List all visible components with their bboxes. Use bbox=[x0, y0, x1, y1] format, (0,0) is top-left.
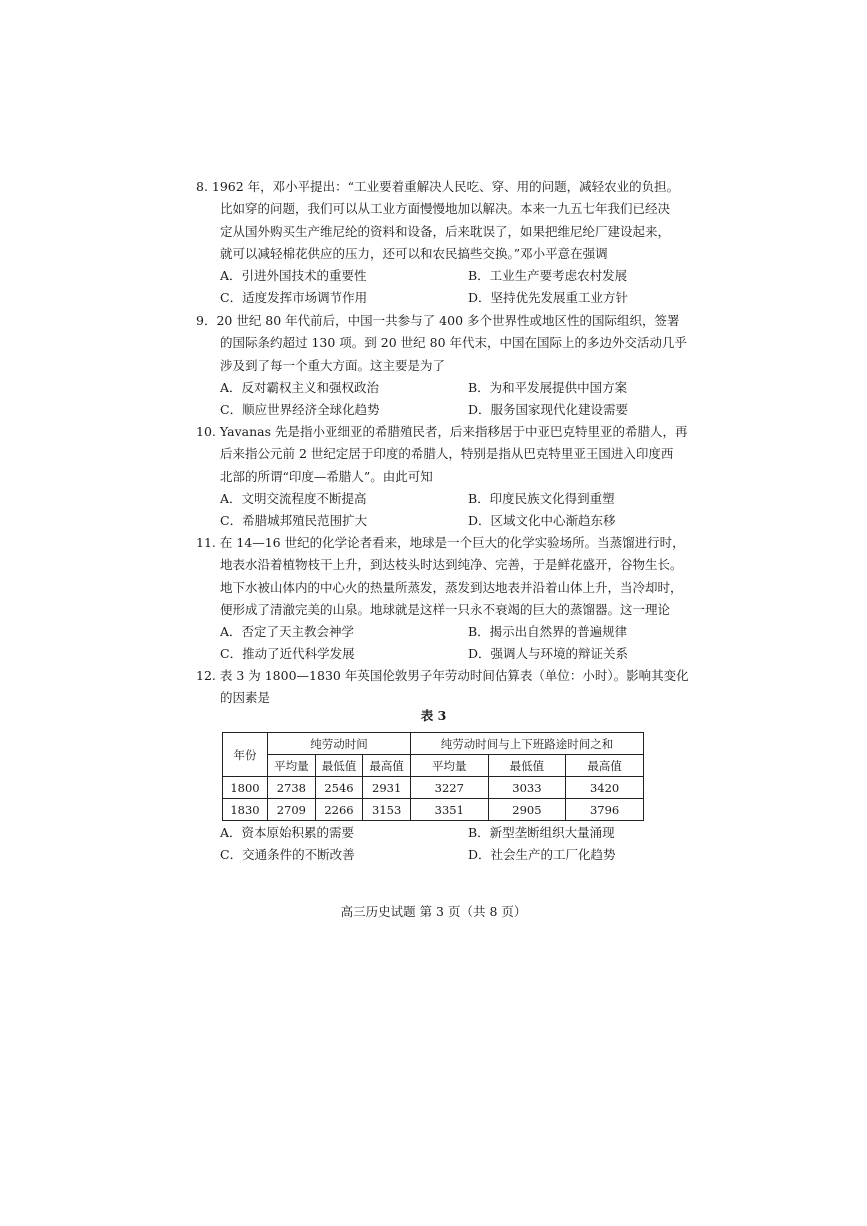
question-8 bbox=[196, 176, 680, 310]
options-row bbox=[196, 510, 676, 532]
question-text-line: 的因素是 bbox=[220, 690, 271, 706]
question-text-line: 11. 在 14—16 世纪的化学论者看来，地球是一个巨大的化学实验场所。当蒸馏进行时， bbox=[196, 535, 685, 550]
table-cell: 3033 bbox=[488, 777, 566, 799]
question-12 bbox=[196, 665, 689, 710]
table-cell: 2931 bbox=[363, 777, 411, 799]
table-cell: 2905 bbox=[488, 799, 566, 821]
options-row bbox=[196, 621, 676, 643]
question-10 bbox=[196, 421, 688, 532]
question-text-line: 后来指公元前 2 世纪定居于印度的希腊人，特别是指从巴克特里亚王国进入印度西 bbox=[220, 446, 674, 462]
table-corner-cell: 年份 bbox=[223, 733, 268, 777]
option-b: B．揭示出自然界的普遍规律 bbox=[468, 624, 628, 640]
table-group-header: 纯劳动时间与上下班路途时间之和 bbox=[410, 733, 643, 755]
options-row bbox=[196, 265, 676, 287]
option-d: D．坚持优先发展重工业方针 bbox=[468, 290, 629, 306]
options-row bbox=[196, 643, 676, 665]
question-11 bbox=[196, 532, 685, 666]
table-cell: 2709 bbox=[268, 799, 316, 821]
question-text-line: 10. Yavanas 先是指小亚细亚的希腊殖民者，后来指移居于中亚巴克特里亚的希腊人，再 bbox=[196, 424, 688, 439]
table-row bbox=[223, 799, 644, 821]
question-text-line: 就可以减轻棉花供应的压力，还可以和农民搞些交换。”邓小平意在强调 bbox=[220, 245, 608, 261]
option-b: B．为和平发展提供中国方案 bbox=[468, 379, 628, 395]
question-text-line: 比如穿的问题，我们可以从工业方面慢慢地加以解决。本来一九五七年我们已经决 bbox=[220, 201, 671, 217]
question-text-line: 地表水沿着植物枝干上升，到达枝头时达到纯净、完善，于是鲜花盛开，谷物生长。 bbox=[220, 557, 683, 573]
table-cell: 1800 bbox=[223, 777, 268, 799]
option-c: C．希腊城邦殖民范围扩大 bbox=[220, 513, 368, 529]
table-subheader-row bbox=[223, 755, 644, 777]
option-b: B．工业生产要考虑农村发展 bbox=[468, 268, 628, 284]
option-d: D．区域文化中心渐趋东移 bbox=[468, 513, 616, 529]
question-12-options bbox=[196, 822, 676, 867]
table-group-header: 纯劳动时间 bbox=[268, 733, 411, 755]
question-text-line: 8. 1962 年，邓小平提出：“工业要着重解决人民吃、穿、用的问题，减轻农业的负担。 bbox=[196, 179, 680, 194]
option-d: D．强调人与环境的辩证关系 bbox=[468, 646, 629, 662]
question-text-line: 9．20 世纪 80 年代前后，中国一共参与了 400 多个世界性或地区性的国际组织，签署 bbox=[196, 313, 680, 328]
options-row bbox=[196, 287, 676, 309]
options-row bbox=[196, 822, 676, 844]
table-cell: 2738 bbox=[268, 777, 316, 799]
table-subheader: 最低值 bbox=[488, 755, 566, 777]
table-subheader: 平均量 bbox=[410, 755, 488, 777]
question-text-line: 地下水被山体内的中心火的热量所蒸发，蒸发到达地表并沿着山体上升，当冷却时， bbox=[220, 579, 683, 595]
table-cell: 3420 bbox=[566, 777, 644, 799]
table-subheader: 平均量 bbox=[268, 755, 316, 777]
options-row bbox=[196, 377, 676, 399]
question-text-line: 12. 表 3 为 1800—1830 年英国伦敦男子年劳动时间估算表（单位：小时）。影响其变化 bbox=[196, 668, 689, 683]
options-row bbox=[196, 844, 676, 866]
table-cell: 3227 bbox=[410, 777, 488, 799]
table-caption: 表 3 bbox=[420, 708, 447, 723]
options-row bbox=[196, 399, 676, 421]
data-table bbox=[222, 732, 644, 821]
question-9 bbox=[196, 310, 688, 421]
table-header-row bbox=[223, 733, 644, 755]
option-a: A．文明交流程度不断提高 bbox=[220, 490, 367, 506]
option-b: B．新型垄断组织大量涌现 bbox=[468, 825, 615, 840]
option-d: D．服务国家现代化建设需要 bbox=[468, 402, 629, 418]
table-cell: 3351 bbox=[410, 799, 488, 821]
question-text-line: 定从国外购买生产维尼纶的资料和设备，后来耽误了，如果把维尼纶厂建设起来， bbox=[220, 223, 671, 239]
question-text-line: 便形成了清澈完美的山泉。地球就是这样一只永不衰竭的巨大的蒸馏器。这一理论 bbox=[220, 601, 671, 617]
option-c: C．交通条件的不断改善 bbox=[220, 847, 355, 863]
option-a: A．资本原始积累的需要 bbox=[220, 825, 355, 840]
table-subheader: 最高值 bbox=[363, 755, 411, 777]
option-a: A．否定了天主教会神学 bbox=[220, 624, 355, 640]
option-c: C．推动了近代科学发展 bbox=[220, 646, 355, 662]
table-cell: 1830 bbox=[223, 799, 268, 821]
option-d: D．社会生产的工厂化趋势 bbox=[468, 847, 616, 863]
question-text-line: 北部的所谓“印度—希腊人”。由此可知 bbox=[220, 468, 433, 484]
table-subheader: 最低值 bbox=[315, 755, 363, 777]
table-subheader: 最高值 bbox=[566, 755, 644, 777]
option-b: B．印度民族文化得到重塑 bbox=[468, 490, 615, 506]
table-cell: 2546 bbox=[315, 777, 363, 799]
question-text-line: 涉及到了每一个重大方面。这主要是为了 bbox=[220, 357, 446, 373]
option-a: A．引进外国技术的重要性 bbox=[220, 268, 367, 284]
table-cell: 2266 bbox=[315, 799, 363, 821]
question-text-line: 的国际条约超过 130 项。到 20 世纪 80 年代末，中国在国际上的多边外交活动几乎 bbox=[220, 335, 688, 351]
table-row bbox=[223, 777, 644, 799]
option-c: C．适度发挥市场调节作用 bbox=[220, 290, 368, 306]
option-a: A．反对霸权主义和强权政治 bbox=[220, 379, 380, 395]
table-cell: 3153 bbox=[363, 799, 411, 821]
page-footer: 高三历史试题 第 3 页（共 8 页） bbox=[340, 904, 527, 919]
option-c: C．顺应世界经济全球化趋势 bbox=[220, 402, 380, 418]
table-cell: 3796 bbox=[566, 799, 644, 821]
options-row bbox=[196, 488, 676, 510]
